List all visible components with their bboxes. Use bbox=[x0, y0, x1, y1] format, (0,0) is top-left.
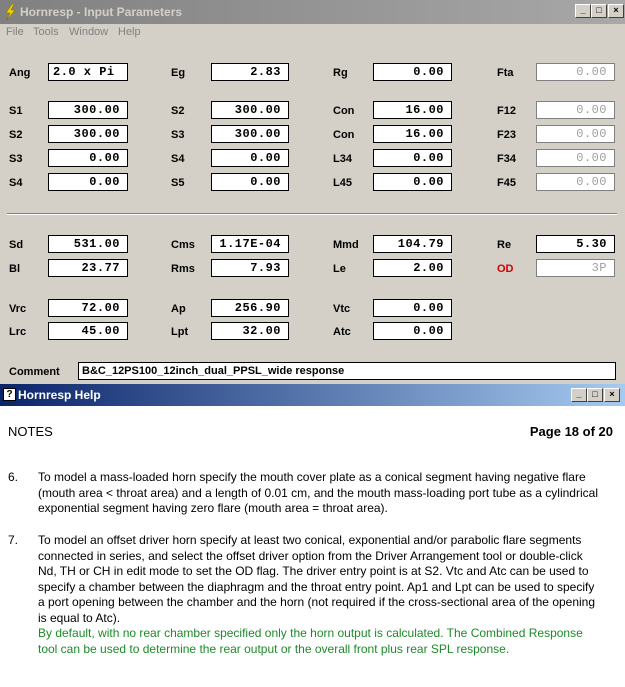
ang-field[interactable]: 2.0 x Pi bbox=[48, 63, 128, 81]
param-label: S3 bbox=[9, 153, 23, 165]
comment-label: Comment bbox=[9, 366, 60, 378]
notes-heading: NOTES bbox=[8, 424, 53, 439]
param-label: F45 bbox=[497, 177, 516, 189]
cms-field[interactable]: 1.17E-04 bbox=[211, 235, 289, 253]
help-window bbox=[0, 384, 625, 687]
note-text-highlight: By default, with no rear chamber specified only the horn output is calculated. The Combined Response tool can be used to determine the rear output or the overall front plus rear SPL response. bbox=[38, 626, 583, 656]
param-label: Rg bbox=[333, 67, 348, 79]
param-label: Con bbox=[333, 129, 355, 141]
param-label: S2 bbox=[171, 105, 185, 117]
f45-field[interactable]: 0.00 bbox=[536, 173, 615, 191]
help-window-title: Hornresp Help bbox=[18, 388, 101, 402]
param-label: Atc bbox=[333, 326, 351, 338]
param-label: Re bbox=[497, 239, 512, 251]
param-label: F34 bbox=[497, 153, 516, 165]
menu-help[interactable]: Help bbox=[118, 26, 141, 38]
close-icon[interactable]: × bbox=[608, 4, 624, 18]
param-label: Cms bbox=[171, 239, 195, 251]
param-label: Ang bbox=[9, 67, 31, 79]
vtc-field[interactable]: 0.00 bbox=[373, 299, 452, 317]
note-text: To model a mass-loaded horn specify the mouth cover plate as a conical segment having negative flare (mouth area < throat area) and a length of 0.01 cm, and the mouth mass-loading port tube as a cylindrical exponential segment having zero flare (mouth area = throat area). bbox=[38, 470, 598, 515]
param-label: Ap bbox=[171, 303, 186, 315]
lpt-field[interactable]: 32.00 bbox=[211, 322, 289, 340]
param-label: Le bbox=[333, 263, 346, 275]
help-book-icon: ? bbox=[3, 388, 16, 401]
param-label: Eg bbox=[171, 67, 186, 79]
maximize-icon[interactable]: □ bbox=[591, 4, 607, 18]
param-label: Lrc bbox=[9, 326, 27, 338]
s3-field[interactable]: 300.00 bbox=[211, 125, 289, 143]
con-field[interactable]: 16.00 bbox=[373, 101, 452, 119]
divider bbox=[7, 213, 617, 215]
ap-field[interactable]: 256.90 bbox=[211, 299, 289, 317]
s1-field[interactable]: 300.00 bbox=[48, 101, 128, 119]
note-number: 6. bbox=[8, 470, 19, 484]
input-window-controls bbox=[575, 4, 624, 18]
f34-field[interactable]: 0.00 bbox=[536, 149, 615, 167]
f12-field[interactable]: 0.00 bbox=[536, 101, 615, 119]
param-label: S4 bbox=[171, 153, 185, 165]
od-label: OD bbox=[497, 263, 514, 275]
param-label: F23 bbox=[497, 129, 516, 141]
param-label: Bl bbox=[9, 263, 20, 275]
input-window-titlebar[interactable] bbox=[0, 0, 625, 24]
bl-field[interactable]: 23.77 bbox=[48, 259, 128, 277]
l45-field[interactable]: 0.00 bbox=[373, 173, 452, 191]
help-window-controls bbox=[571, 388, 620, 402]
rg-field[interactable]: 0.00 bbox=[373, 63, 452, 81]
input-window-title: Hornresp - Input Parameters bbox=[20, 5, 183, 19]
param-label: S2 bbox=[9, 129, 23, 141]
menu-bar bbox=[0, 24, 625, 42]
minimize-icon[interactable]: _ bbox=[571, 388, 587, 402]
param-label: S1 bbox=[9, 105, 23, 117]
s2-field[interactable]: 300.00 bbox=[211, 101, 289, 119]
comment-field[interactable]: B&C_12PS100_12inch_dual_PPSL_wide response bbox=[78, 362, 616, 380]
s3-field[interactable]: 0.00 bbox=[48, 149, 128, 167]
le-field[interactable]: 2.00 bbox=[373, 259, 452, 277]
param-label: Sd bbox=[9, 239, 24, 251]
note-number: 7. bbox=[8, 533, 19, 547]
param-label: L45 bbox=[333, 177, 352, 189]
od-field[interactable]: 3P bbox=[536, 259, 615, 277]
vrc-field[interactable]: 72.00 bbox=[48, 299, 128, 317]
param-label: F12 bbox=[497, 105, 516, 117]
menu-file[interactable]: File bbox=[6, 26, 24, 38]
param-label: Rms bbox=[171, 263, 195, 275]
lightning-app-icon bbox=[3, 4, 17, 20]
l34-field[interactable]: 0.00 bbox=[373, 149, 452, 167]
param-label: Vrc bbox=[9, 303, 27, 315]
mmd-field[interactable]: 104.79 bbox=[373, 235, 452, 253]
s4-field[interactable]: 0.00 bbox=[211, 149, 289, 167]
re-field[interactable]: 5.30 bbox=[536, 235, 615, 253]
param-label: S4 bbox=[9, 177, 23, 189]
menu-tools[interactable]: Tools bbox=[33, 26, 59, 38]
note-text-block bbox=[38, 533, 598, 657]
page-indicator: Page 18 of 20 bbox=[529, 424, 613, 439]
param-label: Con bbox=[333, 105, 355, 117]
eg-field[interactable]: 2.83 bbox=[211, 63, 289, 81]
s2-field[interactable]: 300.00 bbox=[48, 125, 128, 143]
note-text: To model an offset driver horn specify at least two conical, exponential and/or parabolic flare segments connected in series, and select the offset driver option from the Driver Arrangement tool or double-click Nd, TH or CH in edit mode to set the OD flag. The driver entry point is at S2. Vtc and Atc can be used to specify a chamber between the diaphragm and the throat entry point. Ap1 and Lpt can be used to specify a port opening between the chamber and the horn (not required if the cross-sectional area of the opening is equal to Atc). bbox=[38, 533, 596, 625]
maximize-icon[interactable]: □ bbox=[587, 388, 603, 402]
close-icon[interactable]: × bbox=[604, 388, 620, 402]
param-label: Mmd bbox=[333, 239, 359, 251]
sd-field[interactable]: 531.00 bbox=[48, 235, 128, 253]
param-label: Vtc bbox=[333, 303, 351, 315]
param-label: S5 bbox=[171, 177, 185, 189]
param-label: S3 bbox=[171, 129, 185, 141]
con-field[interactable]: 16.00 bbox=[373, 125, 452, 143]
fta-field[interactable]: 0.00 bbox=[536, 63, 615, 81]
param-label: Fta bbox=[497, 67, 514, 79]
rms-field[interactable]: 7.93 bbox=[211, 259, 289, 277]
minimize-icon[interactable]: _ bbox=[575, 4, 591, 18]
param-label: Lpt bbox=[171, 326, 189, 338]
lrc-field[interactable]: 45.00 bbox=[48, 322, 128, 340]
menu-window[interactable]: Window bbox=[69, 26, 109, 38]
atc-field[interactable]: 0.00 bbox=[373, 322, 452, 340]
s5-field[interactable]: 0.00 bbox=[211, 173, 289, 191]
s4-field[interactable]: 0.00 bbox=[48, 173, 128, 191]
param-label: L34 bbox=[333, 153, 352, 165]
help-window-titlebar[interactable] bbox=[0, 384, 625, 406]
f23-field[interactable]: 0.00 bbox=[536, 125, 615, 143]
